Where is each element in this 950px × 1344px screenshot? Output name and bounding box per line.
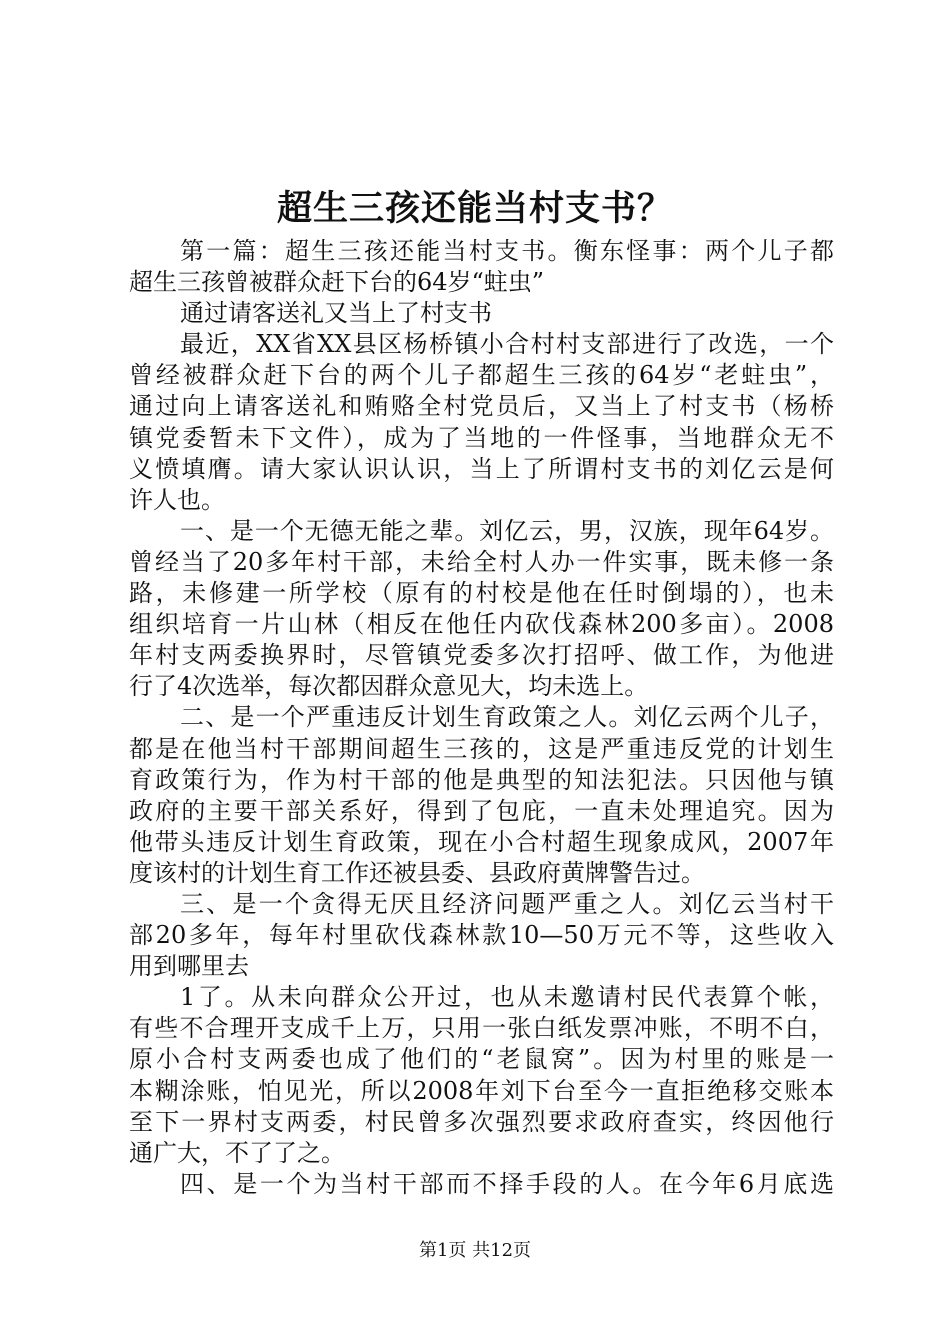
paragraph-line: 原小合村支两委也成了他们的“老鼠窝”。因为村里的账是一: [129, 1045, 834, 1074]
paragraph-line: 通广大，不了了之。: [129, 1138, 345, 1167]
paragraph-line: 育政策行为，作为村干部的他是典型的知法犯法。只因他与镇: [129, 765, 834, 794]
paragraph-line: 三、是一个贪得无厌且经济问题严重之人。刘亿云当村干: [180, 889, 834, 918]
paragraph-line: 本糊涂账，怕见光，所以2008年刘下台至今一直拒绝移交账本: [129, 1076, 834, 1105]
paragraph-line: 度该村的计划生育工作还被县委、县政府黄牌警告过。: [129, 858, 705, 887]
paragraph-line: 一、是一个无德无能之辈。刘亿云，男，汉族，现年64岁。: [180, 516, 834, 545]
paragraph-line: 镇党委暂未下文件），成为了当地的一件怪事，当地群众无不: [129, 423, 834, 452]
paragraph-line: 他带头违反计划生育政策，现在小合村超生现象成风，2007年: [129, 827, 834, 856]
paragraph-line: 至下一界村支两委，村民曾多次强烈要求政府查实，终因他行: [129, 1107, 834, 1136]
paragraph-line: 第一篇：超生三孩还能当村支书。衡东怪事：两个儿子都: [180, 237, 834, 265]
paragraph-line: 组织培育一片山林（相反在他任内砍伐森林200多亩）。2008: [129, 610, 834, 639]
paragraph-line: 行了4次选举，每次都因群众意见大，均未选上。: [129, 672, 649, 701]
paragraph-line: 二、是一个严重违反计划生育政策之人。刘亿云两个儿子，: [180, 703, 834, 732]
paragraph-line: 年村支两委换界时，尽管镇党委多次打招呼、做工作，为他进: [129, 641, 834, 670]
document-title: 超生三孩还能当村支书？: [276, 188, 673, 229]
paragraph-line: 曾经当了20多年村干部，未给全村人办一件实事，既未修一条: [129, 547, 834, 576]
paragraph-line: 1了。从未向群众公开过，也从未邀请村民代表算个帐，: [180, 983, 834, 1012]
paragraph-line: 通过请客送礼又当上了村支书: [180, 299, 492, 328]
paragraph-line: 用到哪里去: [129, 952, 249, 981]
paragraph-line: 超生三孩曾被群众赶下台的64岁“蛀虫”: [129, 268, 545, 297]
paragraph-line: 有些不合理开支成千上万，只用一张白纸发票冲账，不明不白，: [129, 1014, 834, 1043]
paragraph-line: 曾经被群众赶下台的两个儿子都超生三孩的64岁“老蛀虫”，: [129, 361, 834, 390]
paragraph-line: 许人也。: [129, 485, 225, 514]
paragraph-line: 最近，XX省XX县区杨桥镇小合村村支部进行了改选，一个: [180, 330, 834, 359]
paragraph-line: 部20多年，每年村里砍伐森林款10—50万元不等，这些收入: [129, 921, 834, 950]
paragraph-line: 都是在他当村干部期间超生三孩的，这是严重违反党的计划生: [129, 734, 834, 763]
paragraph-line: 义愤填膺。请大家认识认识，当上了所谓村支书的刘亿云是何: [129, 454, 834, 483]
paragraph-line: 政府的主要干部关系好，得到了包庇，一直未处理追究。因为: [129, 796, 834, 825]
paragraph-line: 四、是一个为当村干部而不择手段的人。在今年6月底选: [180, 1169, 834, 1198]
paragraph-line: 通过向上请客送礼和贿赂全村党员后，又当上了村支书（杨桥: [129, 392, 834, 421]
paragraph-line: 路，未修建一所学校（原有的村校是他在任时倒塌的），也未: [129, 579, 834, 608]
document-body: [129, 236, 834, 1200]
page-number: 第1页 共12页: [418, 1240, 532, 1261]
